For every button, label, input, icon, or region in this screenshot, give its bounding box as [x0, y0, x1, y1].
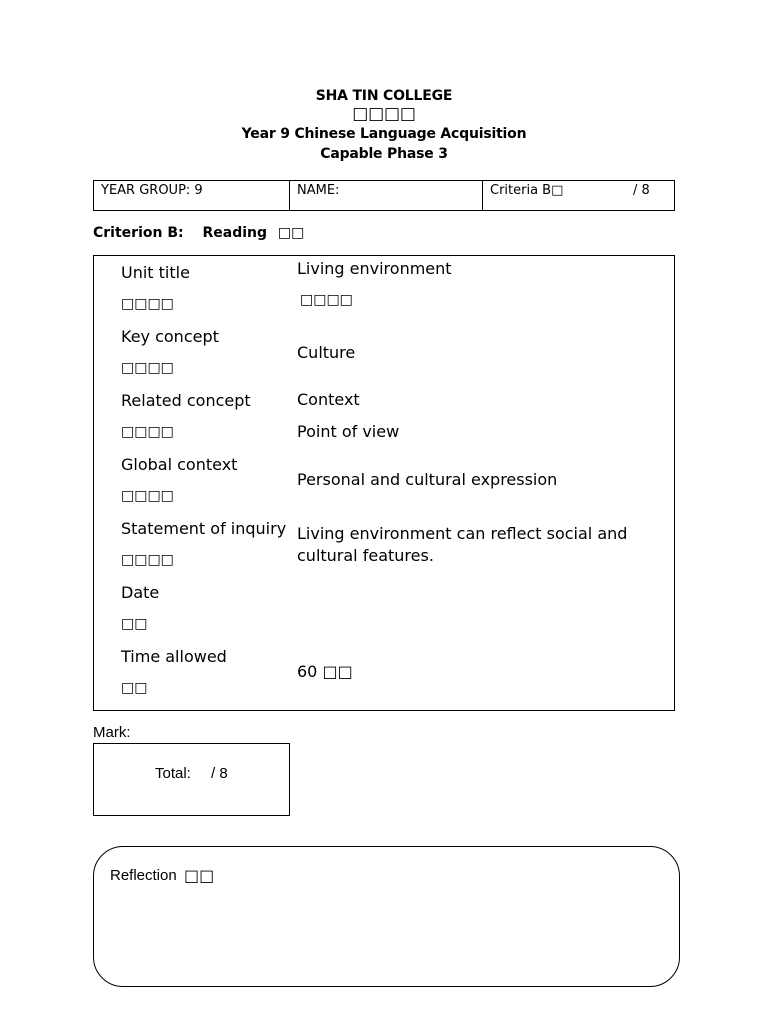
global-context-label: Global context — [121, 455, 238, 474]
time-allowed-label-cn: □□ — [121, 680, 148, 696]
mark-box — [93, 743, 290, 816]
time-allowed-value: 60 □□ — [297, 662, 353, 681]
year-group-cell — [94, 181, 289, 210]
unit-title-value-cn: □□□□ — [300, 292, 353, 308]
criteria-label: Criteria B□ — [490, 183, 564, 198]
school-name-cn: □□□□ — [352, 104, 416, 124]
related-concept-value-2: Point of view — [297, 422, 400, 441]
criteria-cell — [482, 181, 674, 210]
key-concept-label: Key concept — [121, 327, 219, 346]
student-info-table — [93, 180, 675, 211]
global-context-value: Personal and cultural expression — [297, 470, 558, 489]
criterion-label: Criterion B: — [93, 225, 184, 241]
related-concept-value-1: Context — [297, 390, 360, 409]
year-group-text: YEAR GROUP: 9 — [101, 183, 203, 198]
school-name: SHA TIN COLLEGE — [315, 88, 453, 104]
mark-label: Mark: — [93, 724, 131, 741]
criteria-score: / 8 — [633, 183, 650, 198]
soi-value: Living environment can reflect social and cultural features. — [297, 524, 628, 565]
soi-label: Statement of inquiry — [121, 519, 287, 538]
name-label: NAME: — [297, 183, 340, 198]
total-score: / 8 — [211, 765, 228, 782]
date-label-cn: □□ — [121, 616, 148, 632]
phase-title: Capable Phase 3 — [320, 146, 448, 162]
reflection-label-cn: □□ — [184, 866, 215, 885]
unit-title-label: Unit title — [121, 263, 190, 282]
unit-title-label-cn: □□□□ — [121, 296, 174, 312]
unit-title-value: Living environment — [297, 259, 452, 278]
key-concept-label-cn: □□□□ — [121, 360, 174, 376]
criterion-skill: Reading — [202, 225, 268, 241]
related-concept-label-cn: □□□□ — [121, 424, 174, 440]
related-concept-label: Related concept — [121, 391, 251, 410]
date-label: Date — [121, 583, 160, 602]
course-title: Year 9 Chinese Language Acquisition — [241, 126, 527, 142]
name-cell[interactable] — [289, 181, 482, 210]
reflection-box[interactable] — [93, 846, 680, 987]
soi-label-cn: □□□□ — [121, 552, 174, 568]
total-label: Total: — [155, 765, 191, 782]
criterion-skill-cn: □□ — [277, 225, 305, 241]
time-allowed-label: Time allowed — [121, 647, 227, 666]
reflection-label: Reflection — [110, 867, 177, 884]
global-context-label-cn: □□□□ — [121, 488, 174, 504]
key-concept-value: Culture — [297, 343, 356, 362]
criterion-heading — [93, 225, 304, 241]
